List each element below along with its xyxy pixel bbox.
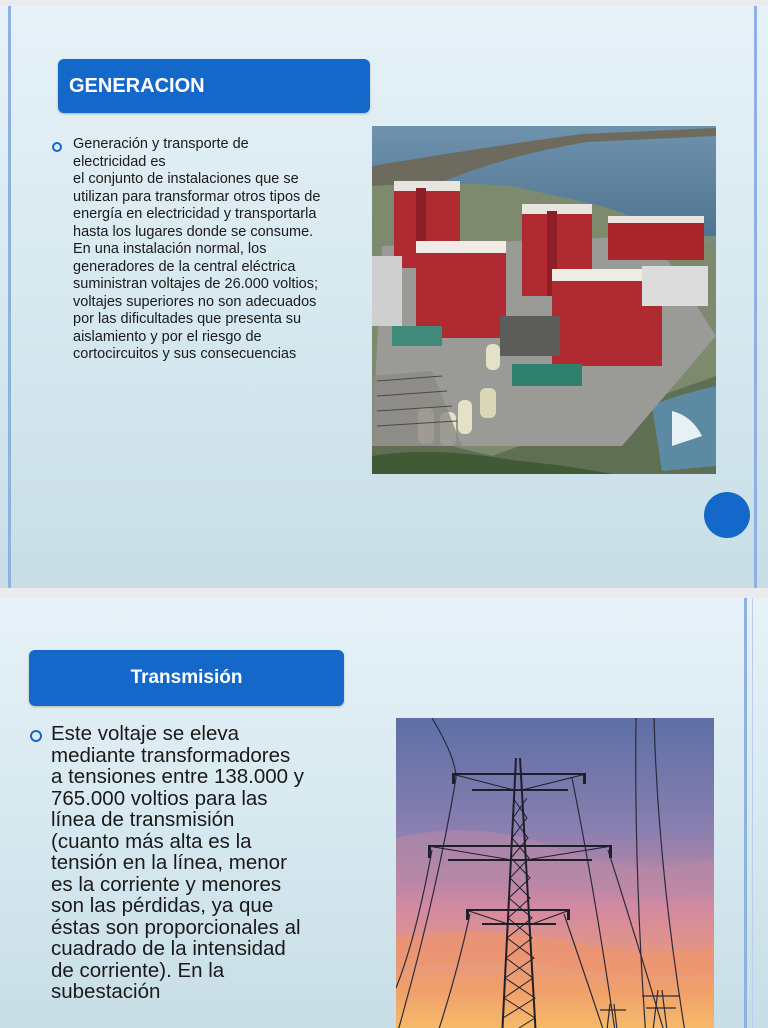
slide-body-text: Generación y transporte de electricidad es el conjunto de instalaciones que se utilizan para transformar otros tipos de energía en electricidad y transportarla hasta los lugares donde se consume. En una instalación normal, los generadores de la central eléctrica suministran voltajes de 26.000 voltios; voltajes superiores no son adecuados por las dificultades que presenta su aislamiento y por el riesgo de cortocircuitos y sus consecuencias [73, 136, 321, 362]
bullet-icon [52, 142, 62, 152]
bullet-icon [30, 730, 42, 742]
transmission-tower-photo [396, 718, 714, 1028]
slide-right-border [744, 598, 747, 1028]
navigation-dot-button[interactable] [704, 492, 750, 538]
slide-right-border [754, 6, 757, 588]
slide-title: Transmisión [29, 650, 344, 706]
slide-right-border-thin [752, 598, 753, 1028]
slide-body-text: Este voltaje se eleva mediante transformadores a tensiones entre 138.000 y 765.000 voltios para las línea de transmisión (cuanto más alta es la tensión en la línea, menor es la corriente y menores son las pérdidas, ya que éstas son proporcionales al cuadrado de la intensidad de corriente). En la subestación [51, 722, 305, 1003]
slide-title: GENERACION [58, 59, 370, 113]
slide-generacion [0, 6, 768, 588]
slide-left-border [8, 6, 11, 588]
power-plant-photo [372, 126, 716, 474]
slide-transmision [0, 598, 768, 1028]
